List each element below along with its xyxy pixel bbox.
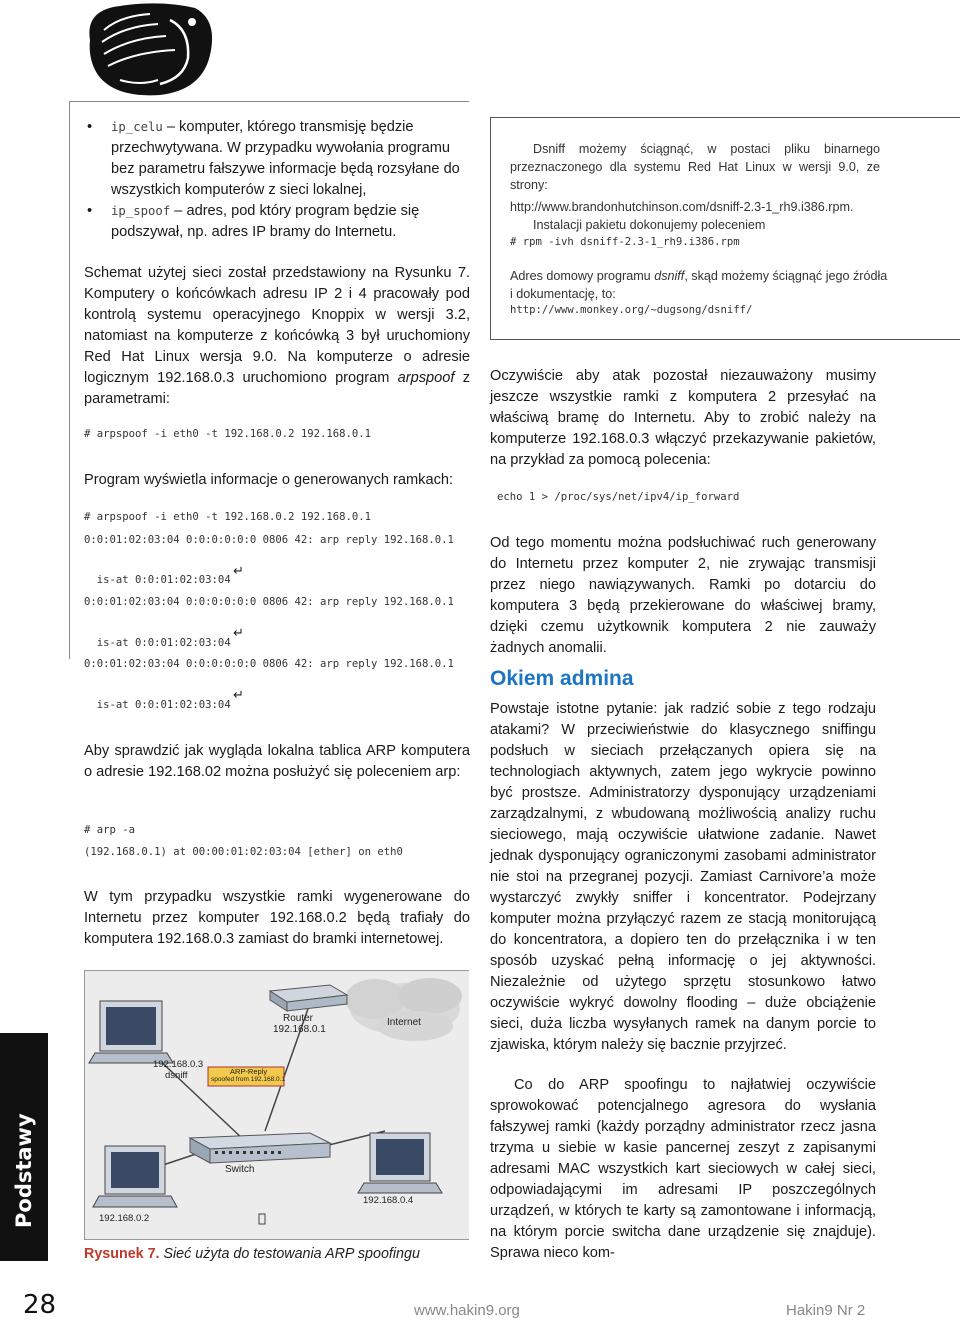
paragraph: Program wyświetla informacje o generowanych ramkach: <box>84 472 454 488</box>
parameter-list <box>84 117 470 243</box>
inline-code: ip_celu <box>111 120 163 134</box>
code-line: # arp -a <box>84 824 136 836</box>
section-side-tab-label: Podstawy <box>12 1113 36 1228</box>
figure-caption <box>84 1246 420 1262</box>
homepage-link[interactable]: http://www.monkey.org/~dugsong/dsniff/ <box>510 304 753 316</box>
paragraph: Schemat użytej sieci został przedstawiony na Rysunku 7. Komputery o końcówkach adresu IP 2 i 4 pracowały pod kontrolą systemu operacyjnego Knoppix w wersji 3.2, natomiast na komputerze z końcówką 3 był uruchomiony Red Hat Linux wersja 9.0. Na komputerze o adresie logicznym 192.168.0.3 uruchomiono program arpspoof z parametrami: <box>84 265 470 407</box>
page-number: 28 <box>23 1290 57 1320</box>
line-continuation-icon: ↵ <box>233 688 244 703</box>
spoofed-from-label: spoofed from 192.168.0.1 <box>211 1076 286 1083</box>
paragraph: Aby sprawdzić jak wygląda lokalna tablica ARP komputera o adresie 192.168.02 można posłużyć się poleceniem arp: <box>84 743 470 780</box>
section-side-tab <box>0 1033 48 1261</box>
code-line: # arpspoof -i eth0 -t 192.168.0.2 192.168.0.1 <box>84 428 372 440</box>
router-icon <box>270 985 347 1011</box>
paragraph: Co do ARP spoofingu to najłatwiej oczywiście sprowokować potencjalnego agresora do wysłania fałszywej ramki (każdy porządny administrator rzecz jasna trzyma u siebie w kasie pancernej zeszyt z zapisanymi adresami MAC wszystkich kart sieciowych w całej sieci, odpowiadającymi im adresami IP poszczególnych urządzeń, w których te karty są zamontowane i informacją, na którym porcie switcha dane urządzenie się znajduje). Sprawa nieco kom- <box>490 1077 876 1261</box>
switch-label: Switch <box>225 1164 255 1175</box>
code-line: 0:0:01:02:03:04 0:0:0:0:0:0 0806 42: arp reply 192.168.0.1 <box>84 534 454 546</box>
paragraph: W tym przypadku wszystkie ramki wygenerowane do Internetu przez komputer 192.168.0.2 będą trafiały do komputera 192.168.0.3 zamiast do bramki internetowej. <box>84 889 470 947</box>
info-text: Dsniff możemy ściągnąć, w postaci pliku binarnego przeznaczonego dla systemu Red Hat Linux w wersji 9.0, ze strony: <box>510 142 880 192</box>
footer-url: www.hakin9.org <box>414 1302 520 1319</box>
computer-icon <box>89 1001 173 1063</box>
pc2-ip: 192.168.0.2 <box>99 1213 150 1224</box>
computer-icon <box>358 1133 442 1193</box>
code-line: is-at 0:0:01:02:03:04 <box>84 574 231 586</box>
code-line: is-at 0:0:01:02:03:04 <box>84 637 231 649</box>
pc4-ip: 192.168.0.4 <box>363 1195 414 1206</box>
line-continuation-icon: ↵ <box>233 626 244 641</box>
footer-issue: Hakin9 Nr 2 <box>786 1302 866 1319</box>
download-link[interactable]: http://www.brandonhutchinson.com/dsniff-2.3-1_rh9.i386.rpm. <box>510 200 854 214</box>
emphasis: arpspoof <box>397 370 455 386</box>
code-line: # arpspoof -i eth0 -t 192.168.0.2 192.168.0.1 <box>84 511 372 523</box>
internet-label: Internet <box>387 1017 421 1028</box>
caption-text: Sieć użyta do testowania ARP spoofingu <box>159 1246 420 1262</box>
top-rule <box>69 101 469 102</box>
emphasis: dsniff <box>654 269 685 283</box>
dsniff-label: dsniff <box>165 1070 188 1081</box>
router-ip: 192.168.0.1 <box>273 1024 326 1035</box>
code-line: (192.168.0.1) at 00:00:01:02:03:04 [ether] on eth0 <box>84 846 403 858</box>
paragraph: Powstaje istotne pytanie: jak radzić sobie z tego rodzaju atakami? W przeciwieństwie do klasycznego sniffingu podsłuch w sieciach przełączanych opiera się na technologiach aktywnych, zatem jego wykrycie powinno być prostsze. Administratorzy dysponujący urządzeniami zarządzalnymi, z wbudowaną możliwością analizy ruchu sieciowego, mają oczywiście ułatwione zadanie. Nawet jednak dysponujący ograniczonymi zasobami administrator nie stoi na przegranej pozycji. Zamiast Carnivore’a może wystarczyć zwykły sniffer i koncentrator. Podejrzany komputer można przyłączyć razem ze stacją monitorującą do koncentratora, a dopiero ten do przełącznika i w ten sposób uzyskać pełną informację o jej aktywności. Niezależnie od użytego sprzętu stosunkowo łatwo oczywiście wykryć dowolny flooding – duże obciążenie sieci, duża liczba wysyłanych ramek na danym porcie to zjawiska, którym należy się bacznie przyjrzeć. <box>490 701 876 1053</box>
list-item <box>84 117 470 201</box>
arp-reply-label: ARP-Reply <box>230 1067 268 1076</box>
list-item-text: – komputer, którego transmisję będzie przechwytywana. W przypadku wywołania programu bez parametru fałszywe informacje będą rozsyłane do wszystkich komputerów z sieci lokalnej, <box>111 119 460 198</box>
info-text: Instalacji pakietu dokonujemy poleceniem <box>533 218 766 232</box>
list-item <box>84 201 470 243</box>
code-line: 0:0:01:02:03:04 0:0:0:0:0:0 0806 42: arp reply 192.168.0.1 <box>84 596 454 608</box>
info-box <box>490 117 960 340</box>
list-item-text: – adres, pod który program będzie się podszywał, np. adres IP bramy do Internetu. <box>111 203 420 240</box>
info-text: Adres domowy programu dsniff, skąd możemy ściągnąć jego źródła i dokumentację, to: <box>510 269 888 301</box>
cloud-icon <box>345 978 462 1041</box>
router-label: Router <box>283 1013 314 1024</box>
info-box-text <box>510 140 880 194</box>
code-line: 0:0:01:02:03:04 0:0:0:0:0:0 0806 42: arp reply 192.168.0.1 <box>84 658 454 670</box>
hakin9-logo-illustration <box>80 0 220 100</box>
computer-icon <box>93 1146 177 1207</box>
cursor-icon <box>259 1214 265 1224</box>
caption-label: Rysunek 7. <box>84 1246 160 1262</box>
line-continuation-icon: ↵ <box>233 564 244 579</box>
switch-icon <box>190 1133 330 1163</box>
dsniff-ip: 192.168.0.3 <box>153 1059 204 1070</box>
paragraph: Oczywiście aby atak pozostał niezauważony musimy jeszcze wszystkie ramki z komputera 2 przesyłać na właściwą bramę do Internetu. Aby to zrobić należy na komputerze 192.168.0.3 włączyć przekazywanie pakietów, na przykład za pomocą polecenia: <box>490 368 876 468</box>
install-command: # rpm -ivh dsniff-2.3-1_rh9.i386.rpm <box>510 236 740 248</box>
inline-code: ip_spoof <box>111 204 171 218</box>
section-heading: Okiem admina <box>490 667 634 690</box>
paragraph: Od tego momentu można podsłuchiwać ruch generowany do Internetu przez komputer 2, nie zrywając transmisji przez niego nawiązywanych. Ramki po dotarciu do komputera 3 będą przekierowane do właściwej bramy, dzięki czemu użytkownik komputera 2 nie zauważy żadnych anomalii. <box>490 535 876 656</box>
left-column-rule <box>69 101 70 659</box>
code-line: is-at 0:0:01:02:03:04 <box>84 699 231 711</box>
code-line: echo 1 > /proc/sys/net/ipv4/ip_forward <box>497 491 740 503</box>
network-diagram <box>84 970 469 1240</box>
